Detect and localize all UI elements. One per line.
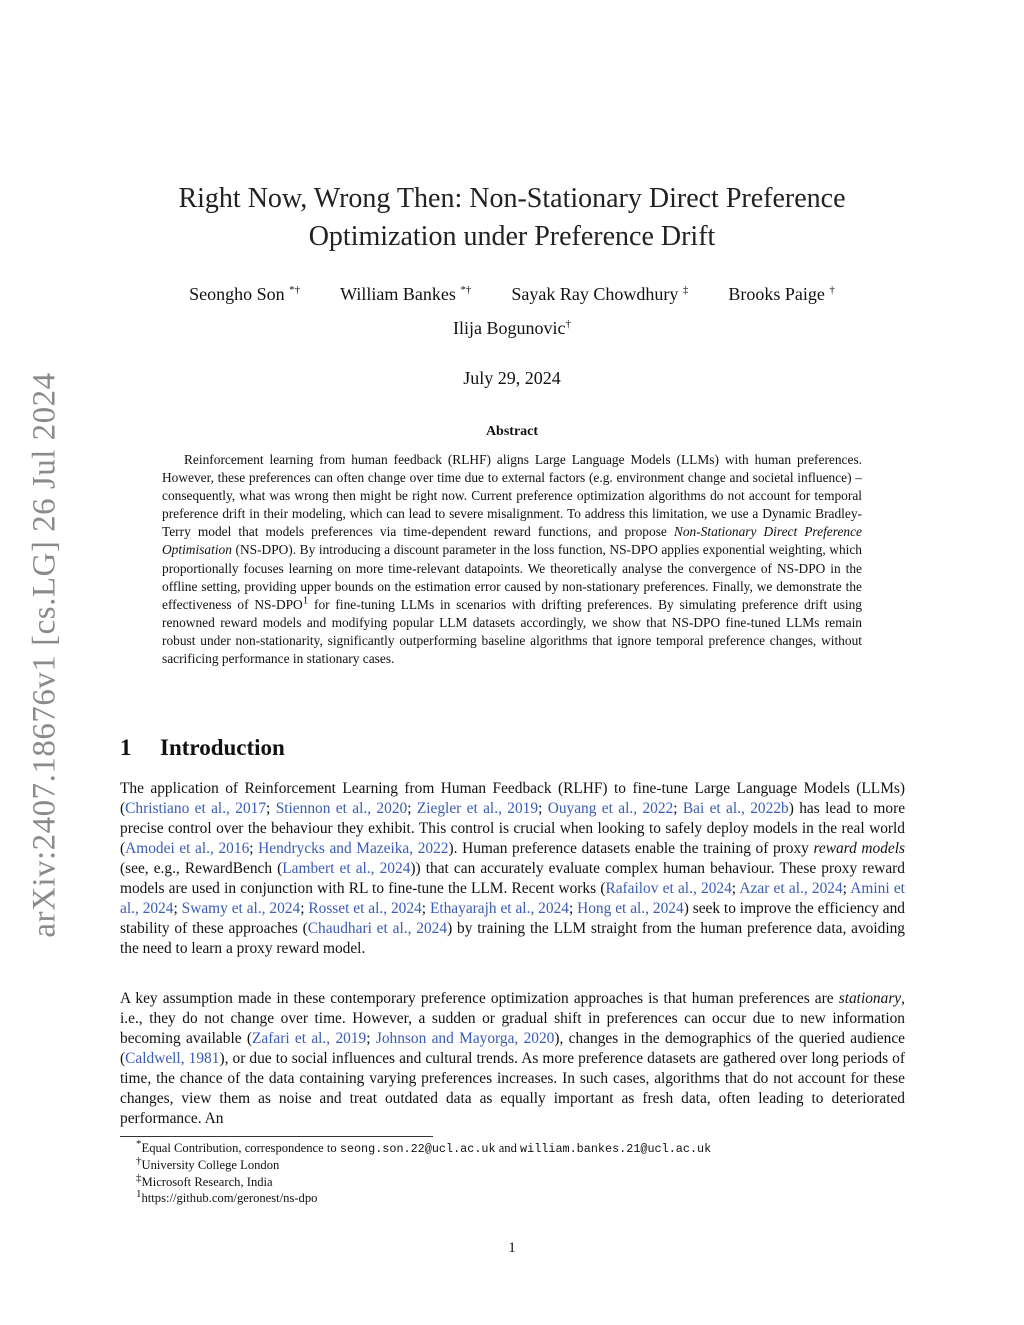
author: Brooks Paige † xyxy=(728,284,835,304)
citation-link[interactable]: Ziegler et al., 2019 xyxy=(416,800,539,817)
publication-date: July 29, 2024 xyxy=(463,368,561,388)
abstract-heading: Abstract xyxy=(485,424,539,439)
citation-link[interactable]: Rafailov et al., 2024 xyxy=(605,880,732,897)
arxiv-identifier: arXiv:2407.18676v1 [cs.LG] 26 Jul 2024 xyxy=(26,372,63,938)
citation-link[interactable]: Johnson and Mayorga, 2020 xyxy=(375,1030,555,1047)
citation-link[interactable]: Caldwell, 1981 xyxy=(125,1050,220,1067)
footnotes xyxy=(136,1137,712,1207)
intro-paragraph-2: A key assumption made in these contemporary preference optimization approaches is that human preferences are stationary, i.e., they do not change over time. However, a sudden or gradual shift in preferences can occur due to new information becoming available (Zafari et al., 2019; Johnson and Mayorga, 2020), changes in the demographics of the queried audience (Caldwell, 1981), or due to social influences and cultural trends. As more preference datasets are gathered over long periods of time, the chance of the data containing varying preferences increases. In such cases, algorithms that do not account for these changes, view them as noise and treat outdated data as equally important as fresh data, often leading to deteriorated performance. An xyxy=(120,990,905,1127)
footnote-code-link: $^1$https://github.com/geronest/ns-dpo xyxy=(136,1188,318,1206)
repository-link[interactable]: https://github.com/geronest/ns-dpo xyxy=(141,1191,318,1206)
citation-link[interactable]: Hong et al., 2024 xyxy=(577,900,684,917)
citation-link[interactable]: Bai et al., 2022b xyxy=(682,800,789,817)
author: Sayak Ray Chowdhury ‡ xyxy=(511,284,689,304)
citation-link[interactable]: Lambert et al., 2024 xyxy=(282,860,411,877)
citation-link[interactable]: Christiano et al., 2017 xyxy=(125,800,267,817)
citation-link[interactable]: Chaudhari et al., 2024 xyxy=(307,920,448,937)
email-link[interactable]: seong.son.22@ucl.ac.uk xyxy=(339,1142,496,1156)
email-link[interactable]: william.bankes.21@ucl.ac.uk xyxy=(520,1142,712,1156)
footnote-equal-contribution: *Equal Contribution, correspondence to seong.son.22@ucl.ac.uk and william.bankes.21@ucl.ac.uk xyxy=(136,1137,712,1156)
citation-link[interactable]: Rosset et al., 2024 xyxy=(308,900,422,917)
citation-link[interactable]: Zafari et al., 2019 xyxy=(252,1030,367,1047)
author: Ilija Bogunovic† xyxy=(453,318,571,338)
author-list xyxy=(120,284,904,305)
intro-paragraph-1: The application of Reinforcement Learning from Human Feedback (RLHF) to fine-tune Large Language Models (LLMs) (Christiano et al., 2017; Stiennon et al., 2020; Ziegler et al., 2019; Ouyang et al., 2022; Bai et al., 2022b) has lead to more precise control over the behaviour they exhibit. This control is crucial when looking to safely deploy models in the real world (Amodei et al., 2016; Hendrycks and Mazeika, 2022). Human preference datasets enable the training of proxy reward models (see, e.g., RewardBench (Lambert et al., 2024)) that can accurately evaluate complex human behaviour. These proxy reward models are used in conjunction with RL to fine-tune the LLM. Recent works (Rafailov et al., 2024; Azar et al., 2024; Amini et al., 2024; Swamy et al., 2024; Rosset et al., 2024; Ethayarajh et al., 2024; Hong et al., 2024) seek to improve the efficiency and stability of these approaches (Chaudhari et al., 2024) by training the LLM straight from the human preference data, avoiding the need to learn a proxy reward model. xyxy=(120,780,906,957)
author: Seongho Son *† xyxy=(189,284,301,304)
page-number: 1 xyxy=(508,1240,516,1256)
citation-link[interactable]: Ethayarajh et al., 2024 xyxy=(429,900,569,917)
citation-link[interactable]: Hendrycks and Mazeika, 2022 xyxy=(258,840,449,857)
footnote-affiliation-microsoft: ‡Microsoft Research, India xyxy=(136,1171,273,1189)
citation-link[interactable]: Ouyang et al., 2022 xyxy=(547,800,674,817)
citation-link[interactable]: Amini et al., 2024 xyxy=(120,880,905,917)
paper-title: Right Now, Wrong Then: Non-Stationary Direct Preference Optimization under Preference Drift xyxy=(178,183,846,252)
citation-link[interactable]: Swamy et al., 2024 xyxy=(181,900,301,917)
abstract-body: Reinforcement learning from human feedback (RLHF) aligns Large Language Models (LLMs) with human preferences. However, these preferences can often change over time due to external factors (e.g. environment change and societal influence) – consequently, what was wrong then might be right now. Current preference optimization algorithms do not account for temporal preference drift in their modeling, which can lead to severe misalignment. To address this limitation, we use a Dynamic Bradley-Terry model that models preferences via time-dependent reward functions, and propose Non-Stationary Direct Preference Optimisation (NS-DPO). By introducing a discount parameter in the loss function, NS-DPO applies exponential weighting, which proportionally focuses learning on more time-relevant datapoints. We theoretically analyse the convergence of NS-DPO in the offline setting, providing upper bounds on the estimation error caused by non-stationary preferences. Finally, we demonstrate the effectiveness of NS-DPO$^1$ for fine-tuning LLMs in scenarios with drifting preferences. By simulating preference drift using renowned reward models and modifying popular LLM datasets accordingly, we show that NS-DPO fine-tuned LLMs remain robust under non-stationarity, significantly outperforming baseline algorithms that ignore temporal preference changes, without sacrificing performance in stationary cases. xyxy=(162,452,862,667)
footnote-affiliation-ucl: †University College London xyxy=(136,1155,280,1173)
section-heading-introduction: 1 Introduction xyxy=(120,735,285,760)
footnote-ref[interactable]: 1 xyxy=(302,594,309,607)
footnote-rule xyxy=(120,1136,433,1137)
author-list-second-row xyxy=(120,318,904,339)
citation-link[interactable]: Azar et al., 2024 xyxy=(739,880,843,897)
author: William Bankes *† xyxy=(340,284,472,304)
citation-link[interactable]: Stiennon et al., 2020 xyxy=(275,800,408,817)
citation-link[interactable]: Amodei et al., 2016 xyxy=(125,840,250,857)
